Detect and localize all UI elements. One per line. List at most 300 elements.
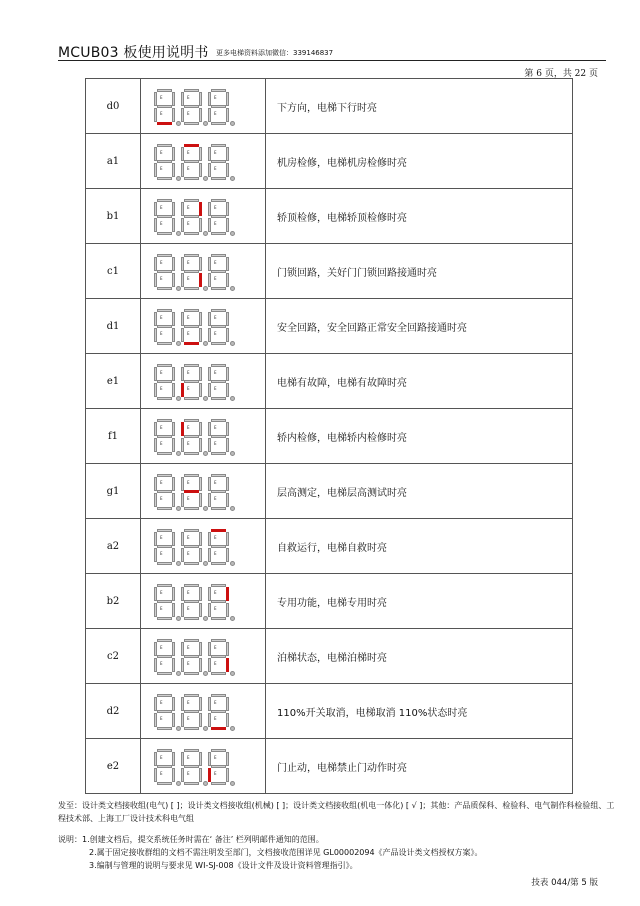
segment-a xyxy=(157,474,172,477)
segment-c xyxy=(226,328,229,342)
segment-c xyxy=(226,108,229,122)
segment-a xyxy=(184,749,199,752)
segment-e xyxy=(154,768,157,782)
table-row xyxy=(86,189,573,244)
segment-g xyxy=(211,655,226,658)
segment-e xyxy=(181,383,184,397)
segment-d xyxy=(157,232,172,235)
segment-c xyxy=(172,218,175,232)
segment-c xyxy=(172,383,175,397)
segment-label: E xyxy=(160,275,163,281)
segment-label: E xyxy=(214,110,217,116)
segment-label: E xyxy=(214,314,217,320)
segment-b xyxy=(199,752,202,766)
segment-d xyxy=(211,617,226,620)
digit-2 xyxy=(180,144,203,179)
segment-a xyxy=(211,639,226,642)
segment-d xyxy=(184,342,199,345)
segment-c xyxy=(199,328,202,342)
table-row xyxy=(86,134,573,189)
segment-a xyxy=(211,694,226,697)
seven-segment-display xyxy=(141,409,266,464)
digit-2 xyxy=(180,254,203,289)
segment-f xyxy=(181,422,184,436)
segment-b xyxy=(226,202,229,216)
segment-b xyxy=(226,477,229,491)
segment-g xyxy=(184,765,199,768)
segment-label: E xyxy=(160,149,163,155)
segment-e xyxy=(154,328,157,342)
segment-d xyxy=(184,287,199,290)
segment-a xyxy=(157,364,172,367)
segment-b xyxy=(199,92,202,106)
segment-c xyxy=(172,603,175,617)
segment-b xyxy=(199,202,202,216)
digit-3 xyxy=(207,474,230,509)
decimal-point xyxy=(230,506,235,511)
segment-f xyxy=(154,697,157,711)
segment-b xyxy=(226,422,229,436)
segment-d xyxy=(184,562,199,565)
segment-a xyxy=(157,694,172,697)
segment-g xyxy=(211,545,226,548)
segment-d xyxy=(157,452,172,455)
segment-e xyxy=(208,548,211,562)
segment-label: E xyxy=(160,369,163,375)
segment-d xyxy=(157,287,172,290)
segment-e xyxy=(208,218,211,232)
code-cell: c2 xyxy=(86,629,141,684)
segment-label: E xyxy=(214,770,217,776)
segment-e xyxy=(181,548,184,562)
segment-label: E xyxy=(214,330,217,336)
digit-2 xyxy=(180,749,203,784)
code-cell: d1 xyxy=(86,299,141,354)
header-rule xyxy=(58,60,606,61)
segment-f xyxy=(154,532,157,546)
segment-e xyxy=(154,273,157,287)
segment-g xyxy=(211,765,226,768)
segment-e xyxy=(208,768,211,782)
segment-f xyxy=(208,422,211,436)
segment-e xyxy=(208,163,211,177)
digit-3 xyxy=(207,749,230,784)
segment-label: E xyxy=(214,94,217,100)
description-cell: 专用功能，电梯专用时亮 xyxy=(266,574,573,629)
decimal-point xyxy=(230,451,235,456)
table-row xyxy=(86,79,573,134)
digit-1 xyxy=(153,144,176,179)
page-number: 第 6 页，共 22 页 xyxy=(524,69,598,79)
code-cell: b2 xyxy=(86,574,141,629)
segment-f xyxy=(208,312,211,326)
segment-f xyxy=(181,202,184,216)
segment-g xyxy=(157,435,172,438)
description-cell: 电梯有故障，电梯有故障时亮 xyxy=(266,354,573,409)
segment-f xyxy=(154,147,157,161)
segment-b xyxy=(172,642,175,656)
segment-e xyxy=(208,328,211,342)
decimal-point xyxy=(230,176,235,181)
segment-a xyxy=(184,529,199,532)
segment-e xyxy=(181,273,184,287)
segment-c xyxy=(199,603,202,617)
description-cell: 门锁回路，关好门门锁回路接通时亮 xyxy=(266,244,573,299)
segment-label: E xyxy=(160,330,163,336)
segment-c xyxy=(172,548,175,562)
digit-3 xyxy=(207,309,230,344)
code-cell: f1 xyxy=(86,409,141,464)
segment-label: E xyxy=(214,259,217,265)
segment-label: E xyxy=(187,660,190,666)
seven-segment-display xyxy=(141,189,266,244)
segment-label: E xyxy=(160,259,163,265)
segment-d xyxy=(184,177,199,180)
segment-label: E xyxy=(187,550,190,556)
segment-g xyxy=(184,655,199,658)
segment-label: E xyxy=(214,369,217,375)
segment-g xyxy=(157,160,172,163)
segment-g xyxy=(157,215,172,218)
decimal-point xyxy=(230,671,235,676)
segment-f xyxy=(181,752,184,766)
segment-c xyxy=(199,658,202,672)
digit-3 xyxy=(207,529,230,564)
digit-3 xyxy=(207,419,230,454)
segment-e xyxy=(208,438,211,452)
segment-label: E xyxy=(160,534,163,540)
segment-b xyxy=(226,697,229,711)
seven-segment-display xyxy=(141,739,266,794)
segment-c xyxy=(199,713,202,727)
segment-d xyxy=(157,122,172,125)
segment-e xyxy=(208,713,211,727)
segment-g xyxy=(157,545,172,548)
segment-a xyxy=(157,89,172,92)
segment-c xyxy=(226,383,229,397)
footer-note-3: 3.编制与管理的说明与要求见 WI-SJ-008《设计文件及设计资料管理指引》。 xyxy=(89,861,358,870)
digit-3 xyxy=(207,199,230,234)
segment-a xyxy=(184,694,199,697)
segment-f xyxy=(181,532,184,546)
decimal-point xyxy=(230,726,235,731)
segment-b xyxy=(172,147,175,161)
segment-g xyxy=(184,380,199,383)
segment-g xyxy=(184,325,199,328)
segment-a xyxy=(184,254,199,257)
segment-g xyxy=(184,490,199,493)
segment-label: E xyxy=(187,385,190,391)
document-title: MCUB03 板使用说明书 xyxy=(58,45,209,61)
segment-e xyxy=(181,493,184,507)
segment-d xyxy=(157,507,172,510)
segment-b xyxy=(226,257,229,271)
code-cell: a2 xyxy=(86,519,141,574)
code-cell: b1 xyxy=(86,189,141,244)
segment-label: E xyxy=(187,220,190,226)
segment-d xyxy=(184,232,199,235)
segment-g xyxy=(211,105,226,108)
segment-label: E xyxy=(160,660,163,666)
segment-d xyxy=(157,782,172,785)
segment-f xyxy=(154,202,157,216)
segment-f xyxy=(208,257,211,271)
segment-c xyxy=(226,438,229,452)
segment-c xyxy=(172,163,175,177)
segment-e xyxy=(208,658,211,672)
segment-f xyxy=(154,587,157,601)
segment-e xyxy=(154,713,157,727)
segment-b xyxy=(199,367,202,381)
segment-f xyxy=(181,697,184,711)
segment-g xyxy=(211,490,226,493)
segment-b xyxy=(226,587,229,601)
segment-label: E xyxy=(160,94,163,100)
segment-e xyxy=(181,163,184,177)
segment-b xyxy=(172,367,175,381)
segment-f xyxy=(181,257,184,271)
segment-f xyxy=(181,367,184,381)
segment-label: E xyxy=(214,754,217,760)
digit-1 xyxy=(153,529,176,564)
table-row xyxy=(86,684,573,739)
segment-f xyxy=(181,642,184,656)
segment-b xyxy=(172,202,175,216)
segment-g xyxy=(157,105,172,108)
segment-d xyxy=(211,342,226,345)
digit-3 xyxy=(207,144,230,179)
digit-1 xyxy=(153,474,176,509)
segment-label: E xyxy=(214,479,217,485)
segment-g xyxy=(184,105,199,108)
segment-c xyxy=(172,438,175,452)
segment-f xyxy=(181,312,184,326)
segment-label: E xyxy=(187,165,190,171)
seven-segment-display xyxy=(141,519,266,574)
segment-label: E xyxy=(160,440,163,446)
segment-a xyxy=(211,419,226,422)
segment-e xyxy=(154,548,157,562)
segment-label: E xyxy=(214,165,217,171)
description-cell: 泊梯状态，电梯泊梯时亮 xyxy=(266,629,573,684)
code-cell: a1 xyxy=(86,134,141,189)
decimal-point xyxy=(230,231,235,236)
segment-label: E xyxy=(214,660,217,666)
segment-b xyxy=(172,257,175,271)
segment-c xyxy=(172,493,175,507)
code-cell: d0 xyxy=(86,79,141,134)
code-cell: d2 xyxy=(86,684,141,739)
digit-2 xyxy=(180,364,203,399)
table-row xyxy=(86,739,573,794)
segment-b xyxy=(172,752,175,766)
segment-c xyxy=(226,713,229,727)
segment-f xyxy=(154,367,157,381)
segment-b xyxy=(199,532,202,546)
seven-segment-display xyxy=(141,244,266,299)
segment-e xyxy=(181,108,184,122)
segment-d xyxy=(157,397,172,400)
segment-f xyxy=(154,92,157,106)
digit-3 xyxy=(207,639,230,674)
segment-d xyxy=(157,727,172,730)
digit-1 xyxy=(153,199,176,234)
digit-2 xyxy=(180,309,203,344)
digit-3 xyxy=(207,584,230,619)
segment-d xyxy=(211,672,226,675)
seven-segment-display xyxy=(141,574,266,629)
segment-c xyxy=(199,163,202,177)
segment-label: E xyxy=(214,440,217,446)
segment-label: E xyxy=(187,699,190,705)
segment-a xyxy=(211,584,226,587)
segment-e xyxy=(181,713,184,727)
segment-f xyxy=(154,752,157,766)
segment-d xyxy=(211,782,226,785)
segment-label: E xyxy=(214,149,217,155)
segment-e xyxy=(208,273,211,287)
segment-label: E xyxy=(187,369,190,375)
segment-c xyxy=(226,603,229,617)
segment-e xyxy=(154,438,157,452)
segment-label: E xyxy=(214,534,217,540)
decimal-point xyxy=(230,121,235,126)
digit-2 xyxy=(180,89,203,124)
segment-d xyxy=(211,507,226,510)
decimal-point xyxy=(230,616,235,621)
segment-a xyxy=(184,474,199,477)
segment-label: E xyxy=(187,715,190,721)
digit-3 xyxy=(207,364,230,399)
description-cell: 机房检修，电梯机房检修时亮 xyxy=(266,134,573,189)
segment-d xyxy=(184,122,199,125)
segment-c xyxy=(199,383,202,397)
digit-1 xyxy=(153,419,176,454)
code-cell: g1 xyxy=(86,464,141,519)
description-cell: 层高测定，电梯层高测试时亮 xyxy=(266,464,573,519)
digit-1 xyxy=(153,309,176,344)
segment-a xyxy=(184,419,199,422)
segment-d xyxy=(184,507,199,510)
table-row xyxy=(86,464,573,519)
segment-g xyxy=(211,215,226,218)
segment-d xyxy=(184,782,199,785)
segment-g xyxy=(184,215,199,218)
segment-label: E xyxy=(160,495,163,501)
segment-c xyxy=(199,438,202,452)
segment-label: E xyxy=(187,589,190,595)
segment-a xyxy=(184,309,199,312)
segment-e xyxy=(154,163,157,177)
table-row xyxy=(86,244,573,299)
segment-d xyxy=(211,562,226,565)
digit-3 xyxy=(207,254,230,289)
digit-2 xyxy=(180,584,203,619)
segment-e xyxy=(181,768,184,782)
table-row xyxy=(86,299,573,354)
decimal-point xyxy=(230,396,235,401)
segment-c xyxy=(172,768,175,782)
segment-d xyxy=(157,562,172,565)
segment-c xyxy=(226,493,229,507)
segment-f xyxy=(208,477,211,491)
segment-g xyxy=(157,655,172,658)
segment-a xyxy=(184,144,199,147)
digit-2 xyxy=(180,419,203,454)
table-row xyxy=(86,629,573,684)
description-cell: 轿顶检修，电梯轿顶检修时亮 xyxy=(266,189,573,244)
segment-f xyxy=(208,367,211,381)
segment-label: E xyxy=(187,149,190,155)
segment-f xyxy=(208,642,211,656)
digit-2 xyxy=(180,199,203,234)
description-cell: 门止动，电梯禁止门动作时亮 xyxy=(266,739,573,794)
segment-f xyxy=(181,587,184,601)
segment-c xyxy=(172,273,175,287)
decimal-point xyxy=(230,561,235,566)
digit-3 xyxy=(207,694,230,729)
segment-f xyxy=(154,642,157,656)
segment-label: E xyxy=(160,424,163,430)
table-row xyxy=(86,519,573,574)
segment-c xyxy=(172,328,175,342)
segment-c xyxy=(172,658,175,672)
segment-b xyxy=(172,697,175,711)
digit-1 xyxy=(153,584,176,619)
segment-b xyxy=(226,532,229,546)
seven-segment-display xyxy=(141,134,266,189)
segment-a xyxy=(157,144,172,147)
segment-label: E xyxy=(214,605,217,611)
segment-label: E xyxy=(214,550,217,556)
segment-f xyxy=(154,257,157,271)
segment-label: E xyxy=(214,220,217,226)
segment-c xyxy=(226,658,229,672)
segment-d xyxy=(211,727,226,730)
seven-segment-display xyxy=(141,299,266,354)
page-header xyxy=(58,38,606,62)
segment-label: E xyxy=(160,204,163,210)
segment-a xyxy=(157,639,172,642)
segment-g xyxy=(157,765,172,768)
segment-g xyxy=(157,380,172,383)
description-cell: 110%开关取消，电梯取消 110%状态时亮 xyxy=(266,684,573,739)
segment-c xyxy=(226,768,229,782)
segment-label: E xyxy=(160,770,163,776)
segment-label: E xyxy=(160,220,163,226)
segment-d xyxy=(157,177,172,180)
segment-e xyxy=(154,493,157,507)
segment-label: E xyxy=(160,605,163,611)
segment-g xyxy=(157,270,172,273)
table-row xyxy=(86,409,573,464)
code-cell: c1 xyxy=(86,244,141,299)
segment-g xyxy=(157,325,172,328)
segment-c xyxy=(172,713,175,727)
segment-d xyxy=(211,452,226,455)
segment-label: E xyxy=(160,715,163,721)
segment-d xyxy=(184,672,199,675)
segment-c xyxy=(199,218,202,232)
segment-c xyxy=(199,493,202,507)
segment-g xyxy=(211,600,226,603)
seven-segment-display xyxy=(141,464,266,519)
segment-a xyxy=(157,199,172,202)
segment-g xyxy=(184,435,199,438)
segment-f xyxy=(208,202,211,216)
footer-note-2: 2.属于固定接收群组的文档不需注明发至部门，文档接收范围详见 GL00002094《产品设计类文档授权方案》。 xyxy=(89,848,483,857)
segment-label: E xyxy=(214,204,217,210)
